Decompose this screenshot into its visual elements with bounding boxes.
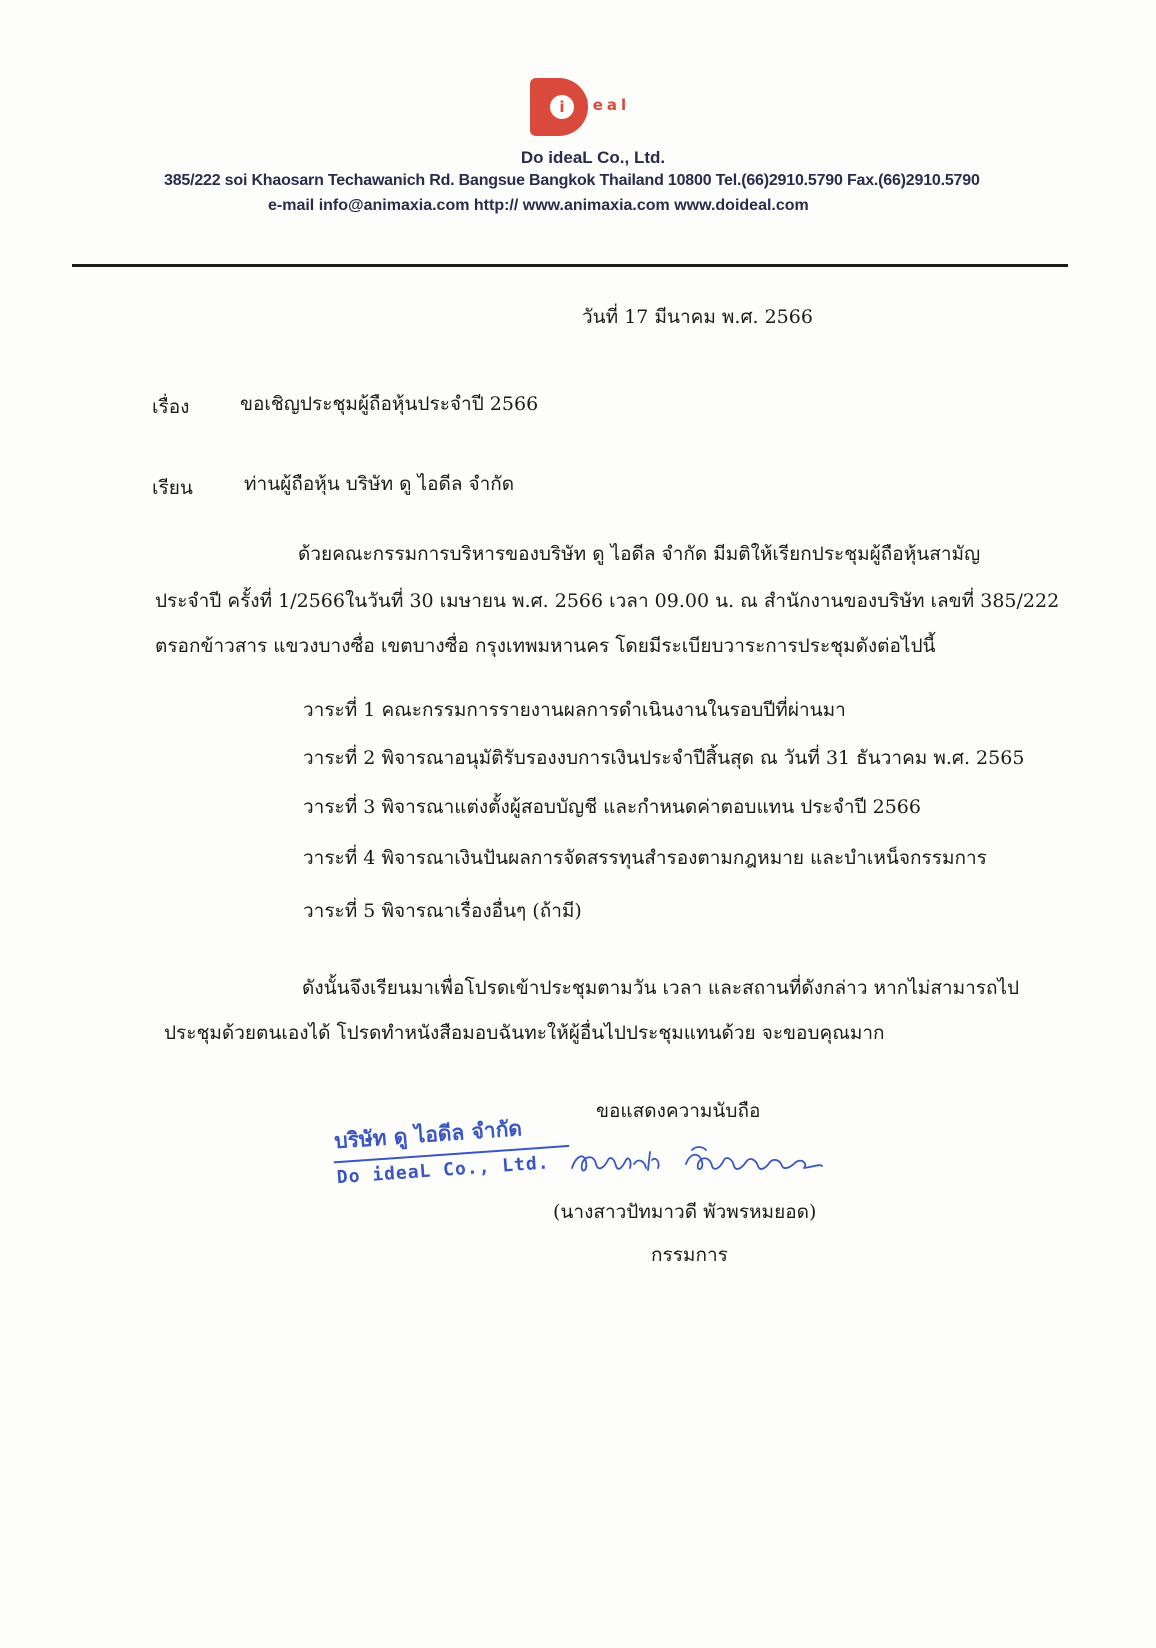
- body-line: ตรอกข้าวสาร แขวงบางซื่อ เขตบางซื่อ กรุงเทพมหานคร โดยมีระเบียบวาระการประชุมดังต่อไปนี้: [155, 635, 936, 657]
- subject-text: ขอเชิญประชุมผู้ถือหุ้นประจำปี 2566: [240, 393, 539, 415]
- sign-off: ขอแสดงความนับถือ: [596, 1100, 761, 1122]
- closing-line: ดังนั้นจึงเรียนมาเพื่อโปรดเข้าประชุมตามวัน เวลา และสถานที่ดังกล่าว หากไม่สามารถไป: [302, 977, 1020, 999]
- signer-name: (นางสาวปัทมาวดี พัวพรหมยอด): [553, 1201, 817, 1223]
- company-name: Do ideaL Co., Ltd.: [520, 148, 666, 167]
- logo-letter-i: i: [550, 95, 574, 119]
- stamp-thai-name: บริษัท ดู ไอดีล จำกัด: [333, 1116, 523, 1154]
- handwritten-signature: [566, 1138, 826, 1188]
- signer-title: กรรมการ: [651, 1244, 728, 1266]
- recipient-label: เรียน: [152, 477, 193, 499]
- letterhead-divider: [72, 264, 1068, 267]
- company-logo: [530, 78, 670, 138]
- agenda-item-4: วาระที่ 4 พิจารณาเงินปันผลการจัดสรรทุนสำรองตามกฎหมาย และบำเหน็จกรรมการ: [303, 847, 987, 869]
- logo-wordmark: deal: [578, 96, 631, 114]
- subject-label: เรื่อง: [152, 396, 190, 418]
- agenda-item-2: วาระที่ 2 พิจารณาอนุมัติรับรองงบการเงินประจำปีสิ้นสุด ณ วันที่ 31 ธันวาคม พ.ศ. 2565: [303, 747, 1025, 769]
- closing-line: ประชุมด้วยตนเองได้ โปรดทำหนังสือมอบฉันทะให้ผู้อื่นไปประชุมแทนด้วย จะขอบคุณมาก: [164, 1022, 885, 1044]
- agenda-item-5: วาระที่ 5 พิจารณาเรื่องอื่นๆ (ถ้ามี): [303, 900, 582, 922]
- company-contact: e-mail info@animaxia.com http:// www.animaxia.com www.doideal.com: [268, 197, 809, 214]
- company-address: 385/222 soi Khaosarn Techawanich Rd. Bangsue Bangkok Thailand 10800 Tel.(66)2910.5790 Fax.(66)2910.5790: [164, 172, 980, 189]
- body-line: ประจำปี ครั้งที่ 1/2566ในวันที่ 30 เมษายน พ.ศ. 2566 เวลา 09.00 น. ณ สำนักงานของบริษัท เลขที่ 385/222: [155, 590, 1060, 612]
- body-line: ด้วยคณะกรรมการบริหารของบริษัท ดู ไอดีล จำกัด มีมติให้เรียกประชุมผู้ถือหุ้นสามัญ: [298, 543, 981, 565]
- agenda-item-1: วาระที่ 1 คณะกรรมการรายงานผลการดำเนินงานในรอบปีที่ผ่านมา: [303, 699, 846, 721]
- recipient-text: ท่านผู้ถือหุ้น บริษัท ดู ไอดีล จำกัด: [244, 473, 515, 495]
- company-stamp: [331, 1109, 577, 1214]
- letter-date: วันที่ 17 มีนาคม พ.ศ. 2566: [582, 306, 813, 328]
- stamp-english-name: Do ideaL Co., Ltd.: [336, 1152, 551, 1189]
- agenda-item-3: วาระที่ 3 พิจารณาแต่งตั้งผู้สอบบัญชี และกำหนดค่าตอบแทน ประจำปี 2566: [303, 796, 921, 818]
